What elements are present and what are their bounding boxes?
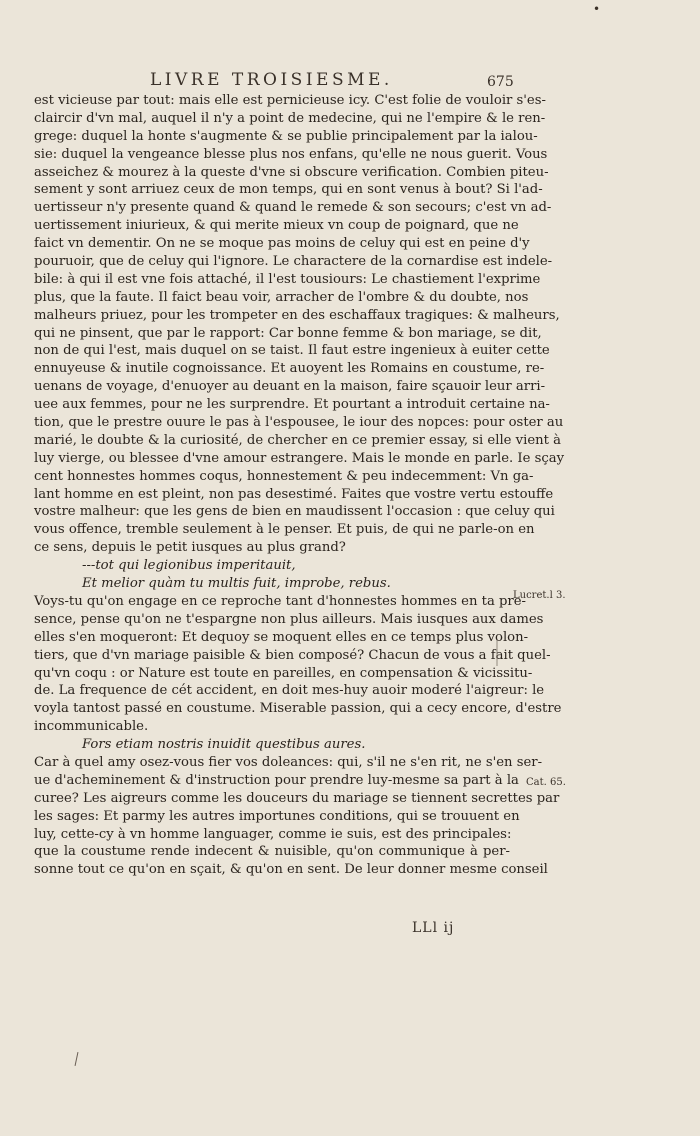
stray-pen-mark bbox=[75, 1052, 79, 1066]
text-line: sie: duquel la vengeance blesse plus nos enfans, qu'elle ne nous guerit. Vous bbox=[34, 146, 548, 162]
text-line: luy, cette-cy à vn homme languager, comme ie suis, est des principales: bbox=[34, 826, 512, 842]
signature-mark: LLl ij bbox=[412, 920, 455, 936]
text-line: claircir d'vn mal, auquel il n'y a point de medecine, qui ne l'empire & le ren- bbox=[34, 110, 546, 126]
folio: 675 bbox=[487, 74, 514, 90]
text-line: vostre malheur: que les gens de bien en maudissent l'occasion : que celuy qui bbox=[34, 504, 555, 520]
text-line: asseichez & mourez à la queste d'vne si obscure verification. Combien piteu- bbox=[34, 164, 549, 180]
text-line: qui ne pinsent, que par le rapport: Car bonne femme & bon mariage, se dit, bbox=[34, 325, 542, 341]
text-line: qu'vn coqu : or Nature est toute en pareilles, en compensation & vicissitu- bbox=[34, 665, 533, 681]
text-line: elles s'en moqueront: Et dequoy se moquent elles en ce temps plus volon- bbox=[34, 629, 529, 645]
text-line: sement y sont arriuez ceux de mon temps, qui en sont venus à bout? Si l'ad- bbox=[34, 182, 543, 198]
text-line: luy vierge, ou blessee d'vne amour estrangere. Mais le monde en parle. Ie sçay bbox=[34, 450, 565, 466]
latin-quote-line: ---tot qui legionibus imperitauit, bbox=[82, 558, 296, 574]
text-line: bile: à qui il est vne fois attaché, il l'est tousiours: Le chastiement l'exprime bbox=[34, 271, 541, 287]
text-line: tiers, que d'vn mariage paisible & bien composé? Chacun de vous a fait quel- bbox=[34, 647, 551, 663]
text-line: non de qui l'est, mais duquel on se taist. Il faut estre ingenieux à euiter cette bbox=[34, 343, 550, 359]
text-line: grege: duquel la honte s'augmente & se publie principalement par la ialou- bbox=[34, 128, 538, 144]
text-line: sence, pense qu'on ne t'espargne non plus ailleurs. Mais iusques aux dames bbox=[34, 611, 544, 627]
text-line: voyla tantost passé en coustume. Miserable passion, qui a cecy encore, d'estre bbox=[34, 701, 562, 717]
text-line: curee? Les aigreurs comme les douceurs du mariage se tiennent secrettes par bbox=[34, 790, 560, 806]
ink-smudge bbox=[496, 640, 498, 666]
text-line: ue d'acheminement & d'instruction pour prendre luy-mesme sa part à la bbox=[34, 772, 519, 788]
text-line: tion, que le prestre ouure le pas à l'espousee, le iour des nopces: pour oster au bbox=[34, 415, 564, 431]
text-line: lant homme en est pleint, non pas desestimé. Faites que vostre vertu estouffe bbox=[34, 486, 554, 502]
text-line: uertisseur n'y presente quand & quand le remede & son secours; c'est vn ad- bbox=[34, 200, 552, 216]
text-line: faict vn dementir. On ne se moque pas moins de celuy qui est en peine d'y bbox=[34, 236, 530, 252]
text-line: est vicieuse par tout: mais elle est pernicieuse icy. C'est folie de vouloir s'es- bbox=[34, 93, 546, 108]
text-line: Voys-tu qu'on engage en ce reproche tant d'honnestes hommes en ta pre- bbox=[34, 593, 526, 609]
text-line: malheurs priuez, pour les trompeter en des eschaffaux tragiques: & malheurs, bbox=[34, 307, 560, 323]
running-head: LIVRE TROISIESME. bbox=[150, 70, 393, 90]
text-line: uenans de voyage, d'enuoyer au deuant en la maison, faire sçauoir leur arri- bbox=[34, 379, 546, 395]
text-line: uee aux femmes, pour ne les surprendre. Et pourtant a introduit certaine na- bbox=[34, 397, 550, 413]
text-line: que la coustume rende indecent & nuisible, qu'on communique à per- bbox=[34, 844, 510, 860]
page-corner-mark: • bbox=[593, 2, 601, 16]
text-line: cent honnestes hommes coqus, honnestement & peu indecemment: Vn ga- bbox=[34, 468, 534, 484]
latin-quote-line: Fors etiam nostris inuidit questibus aures. bbox=[82, 737, 366, 753]
text-line: ennuyeuse & inutile cognoissance. Et auoyent les Romains en coustume, re- bbox=[34, 361, 545, 377]
text-line: de. La frequence de cét accident, en doit mes-huy auoir moderé l'aigreur: le bbox=[34, 683, 545, 699]
margin-note-lucretius: Lucret.l 3. bbox=[513, 590, 566, 601]
text-line: marié, le doubte & la curiosité, de chercher en ce premier essay, si elle vient à bbox=[34, 432, 561, 448]
text-line: plus, que la faute. Il faict beau voir, arracher de l'ombre & du doubte, nos bbox=[34, 289, 529, 305]
text-line: vous offence, tremble seulement à le penser. Et puis, de qui ne parle-on en bbox=[34, 522, 535, 538]
text-line: pouruoir, que de celuy qui l'ignore. Le charactere de la cornardise est indele- bbox=[34, 254, 553, 270]
latin-quote-line: Et melior quàm tu multis fuit, improbe, rebus. bbox=[82, 576, 391, 592]
text-line: sonne tout ce qu'on en sçait, & qu'on en sent. De leur donner mesme conseil bbox=[34, 862, 548, 878]
text-line: les sages: Et parmy les autres importunes conditions, qui se trouuent en bbox=[34, 808, 520, 824]
text-line: Car à quel amy osez-vous fier vos doleances: qui, s'il ne s'en rit, ne s'en ser- bbox=[34, 754, 543, 770]
margin-note-catullus: Cat. 65. bbox=[526, 777, 566, 788]
text-line: uertissement iniurieux, & qui merite mieux vn coup de poignard, que ne bbox=[34, 218, 519, 234]
text-line: ce sens, depuis le petit iusques au plus grand? bbox=[34, 540, 346, 556]
text-line: incommunicable. bbox=[34, 719, 149, 735]
